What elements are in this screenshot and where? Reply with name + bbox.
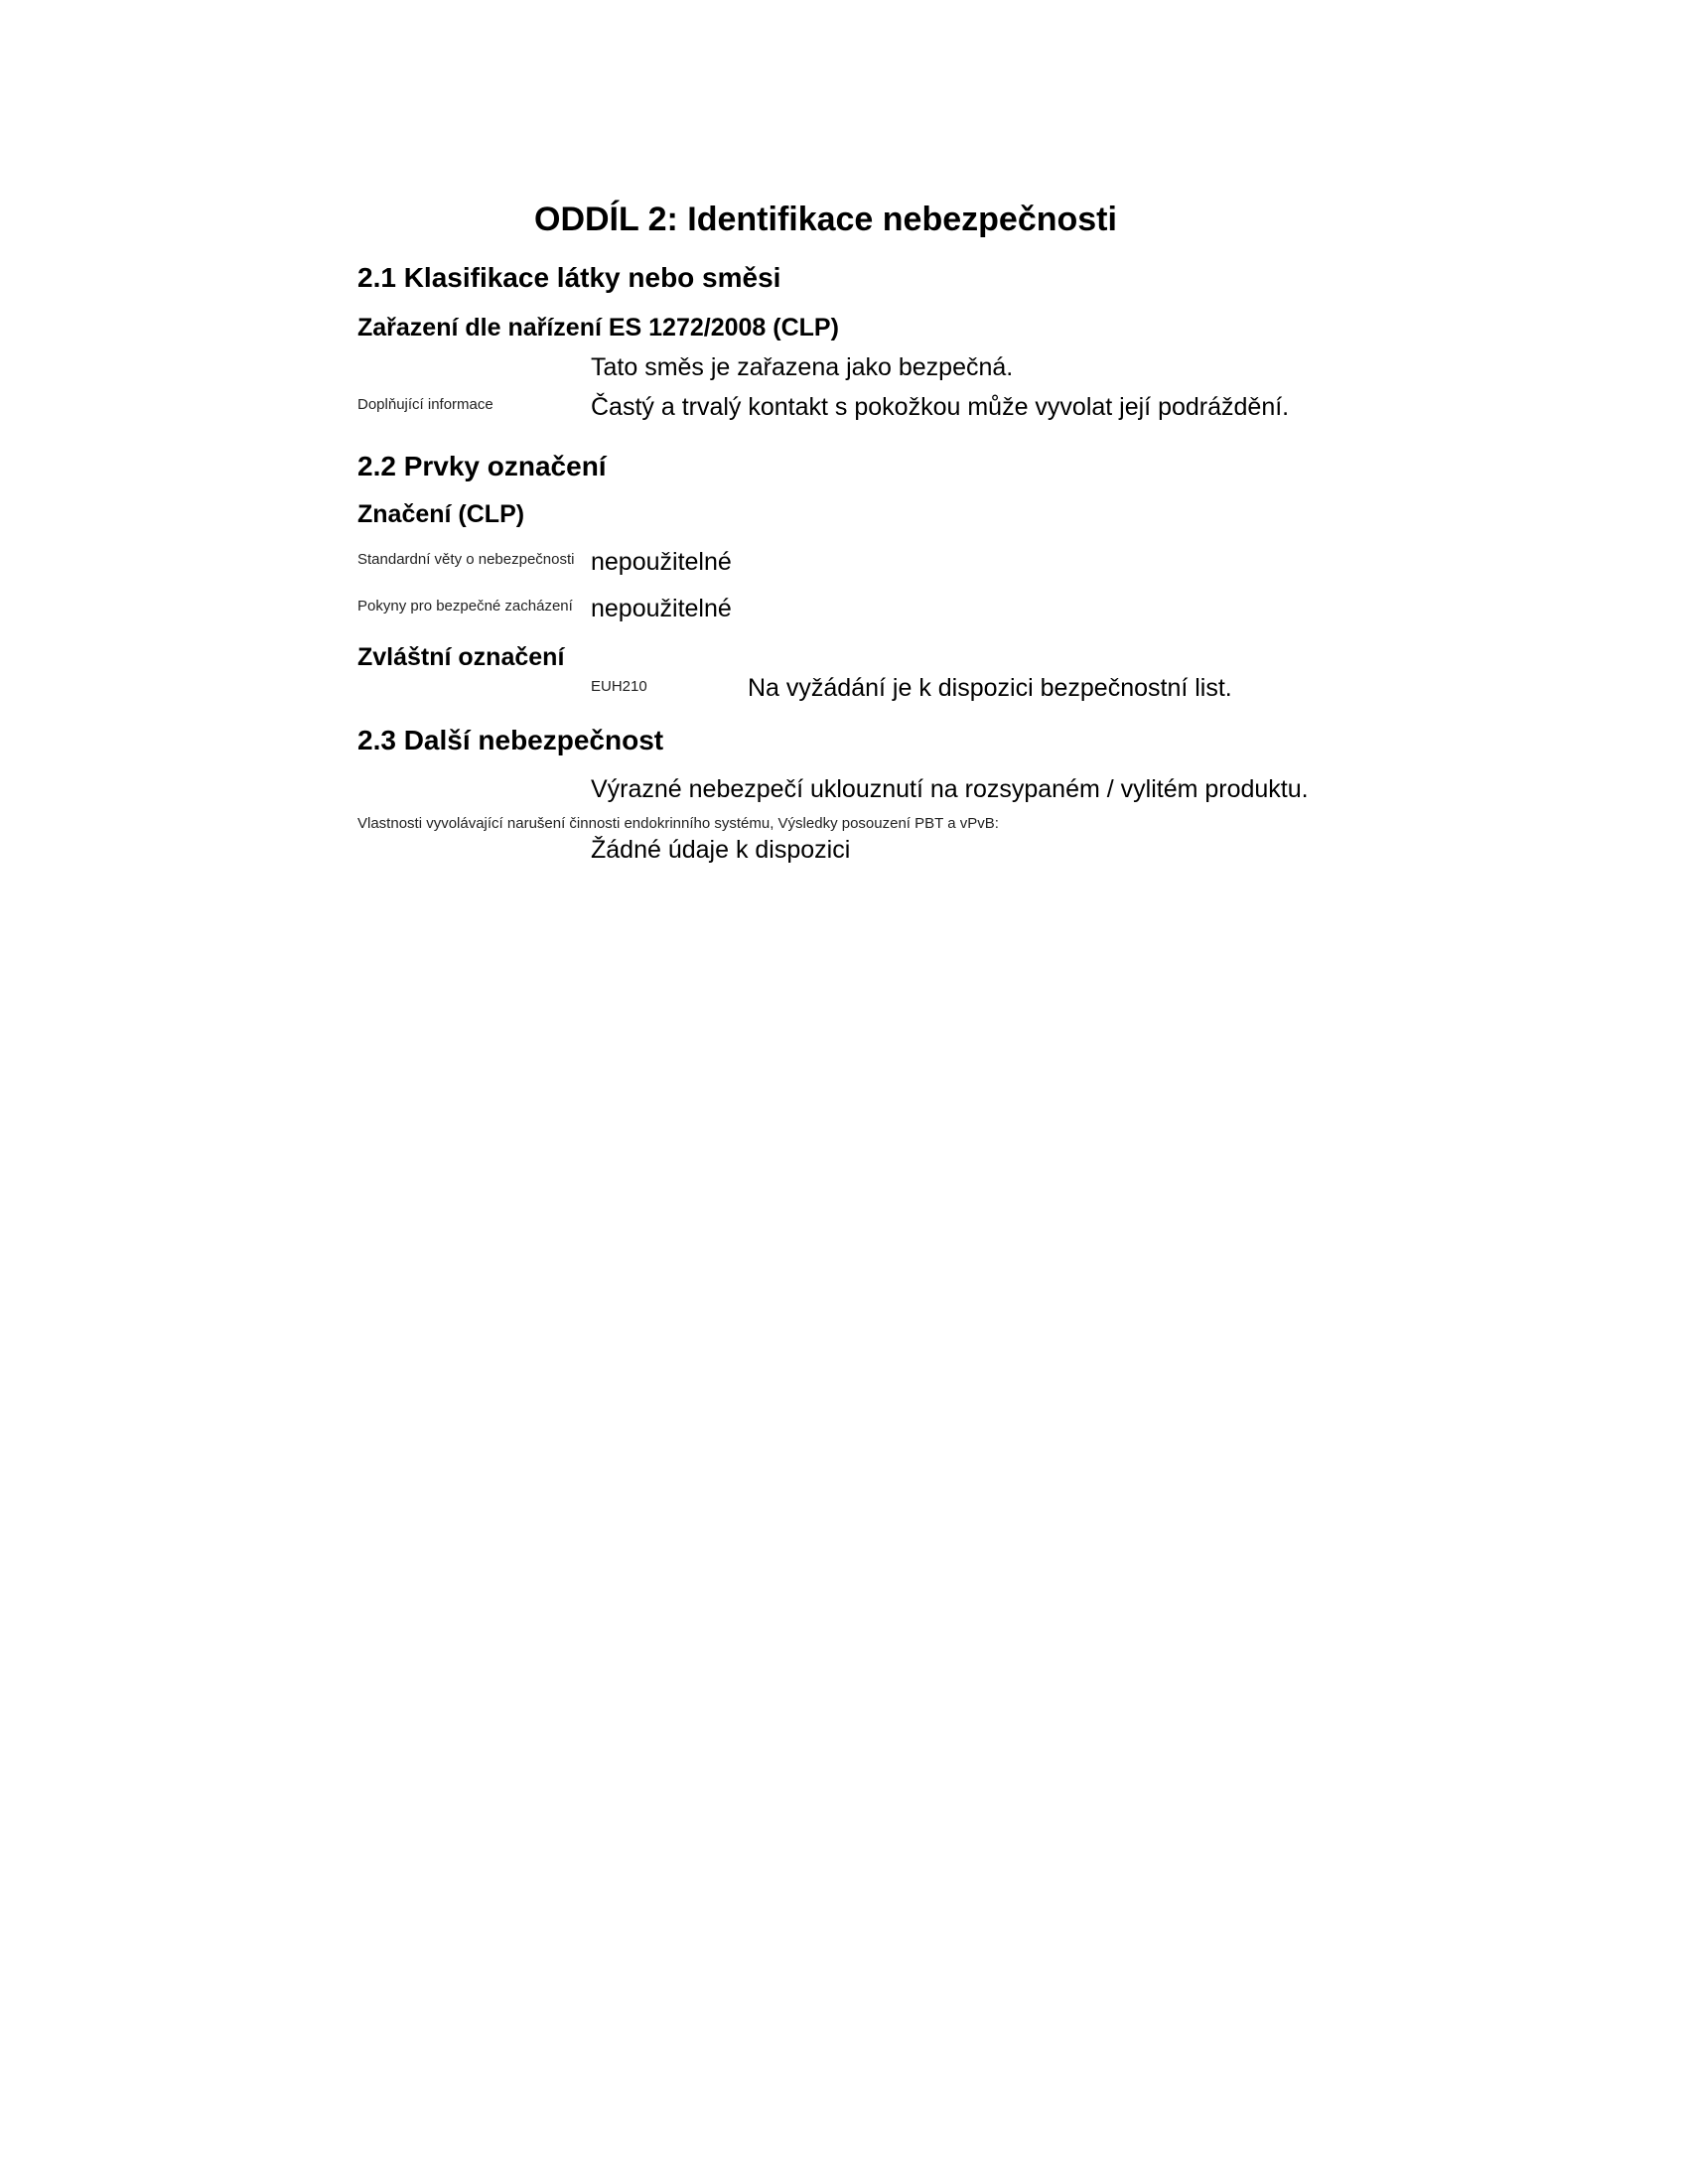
endocrine-value: Žádné údaje k dispozici bbox=[591, 836, 851, 864]
euh-text: Na vyžádání je k dispozici bezpečnostní list. bbox=[748, 674, 1232, 702]
subheading-clp-labelling: Značení (CLP) bbox=[357, 500, 525, 528]
hazard-statements-label: Standardní věty o nebezpečnosti bbox=[357, 551, 575, 568]
precautionary-value: nepoužitelné bbox=[591, 595, 732, 622]
additional-info-label: Doplňující informace bbox=[357, 396, 493, 413]
euh-code: EUH210 bbox=[591, 678, 647, 695]
subheading-clp-classification: Zařazení dle nařízení ES 1272/2008 (CLP) bbox=[357, 314, 839, 341]
heading-2-3: 2.3 Další nebezpečnost bbox=[357, 725, 664, 755]
endocrine-label: Vlastnosti vyvolávající narušení činnosti endokrinního systému, Výsledky posouzení PBT a vPvB: bbox=[357, 815, 999, 832]
heading-2-1: 2.1 Klasifikace látky nebo směsi bbox=[357, 262, 781, 293]
special-labelling-heading: Zvláštní označení bbox=[357, 643, 565, 671]
section-title: ODDÍL 2: Identifikace nebezpečnosti bbox=[534, 201, 1117, 238]
classification-text: Tato směs je zařazena jako bezpečná. bbox=[591, 353, 1014, 381]
additional-info-value: Častý a trvalý kontakt s pokožkou může vyvolat její podráždění. bbox=[591, 393, 1290, 421]
other-hazards-text: Výrazné nebezpečí uklouznutí na rozsypaném / vylitém produktu. bbox=[591, 775, 1309, 803]
precautionary-label: Pokyny pro bezpečné zacházení bbox=[357, 598, 573, 614]
heading-2-2: 2.2 Prvky označení bbox=[357, 451, 607, 481]
hazard-statements-value: nepoužitelné bbox=[591, 548, 732, 576]
